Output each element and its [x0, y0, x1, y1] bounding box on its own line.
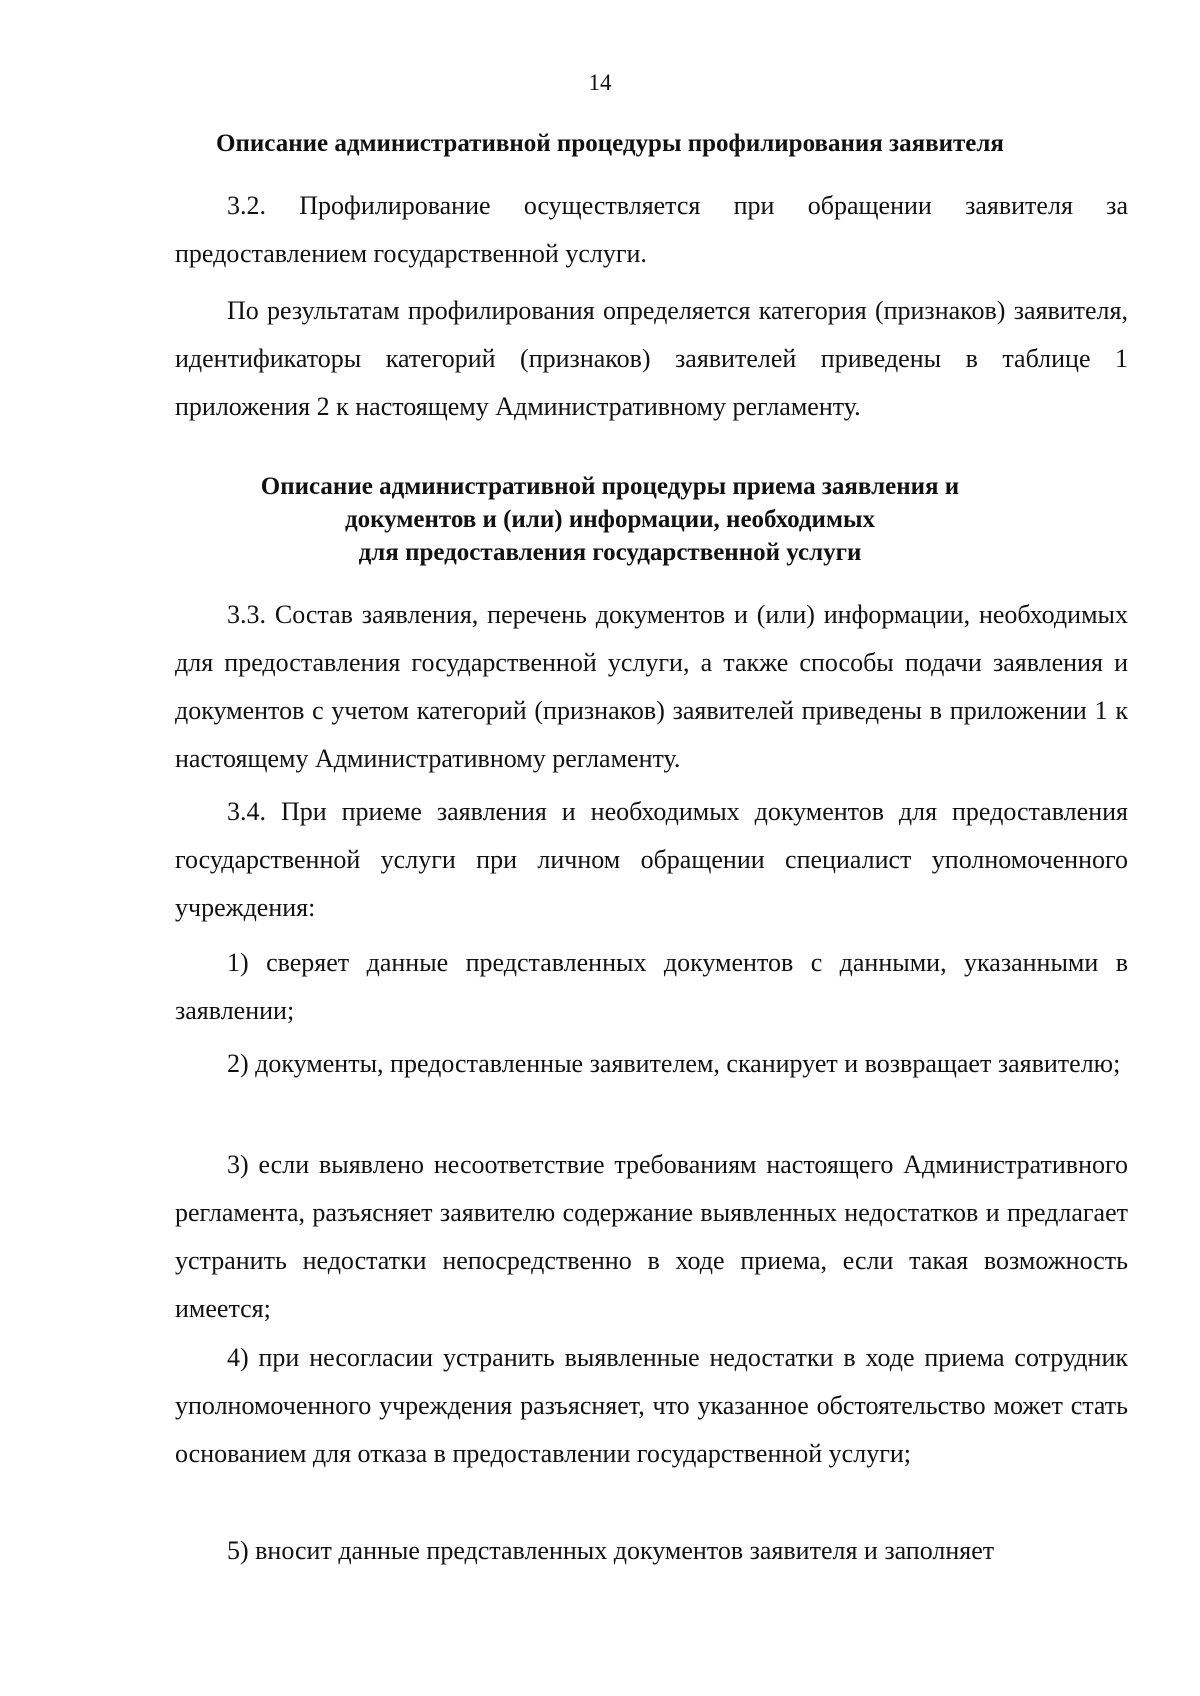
list-item-1: 1) сверяет данные представленных документов с данными, указанными в заявлении;: [175, 948, 1128, 1025]
list-item-2: 2) документы, предоставленные заявителем, сканирует и возвращает заявителю;: [227, 1049, 1121, 1078]
list-item-5: 5) вносит данные представленных документов заявителя и заполняет: [227, 1536, 995, 1565]
section-heading-profiling: [160, 127, 1060, 160]
page-number: 14: [588, 70, 612, 95]
paragraph-3-4: 3.4. При приеме заявления и необходимых документов для предоставления государственной услуги при личном обращении специалист уполномоченного учреждения:: [175, 797, 1128, 922]
list-item-4: 4) при несогласии устранить выявленные недостатки в ходе приема сотрудник уполномоченного учреждения разъясняет, что указанное обстоятельство может стать основанием для отказа в предоставлении государственной услуги;: [175, 1343, 1128, 1468]
heading-line: Описание административной процедуры приема заявления и: [260, 473, 960, 500]
heading-line: документов и (или) информации, необходимых: [344, 506, 876, 533]
list-item-3: 3) если выявлено несоответствие требованиям настоящего Административного регламента, разъясняет заявителю содержание выявленных недостатков и предлагает устранить недостатки непосредственно в ходе приема, если такая возможность имеется;: [175, 1150, 1128, 1323]
paragraph-3-2: 3.2. Профилирование осуществляется при обращении заявителя за предоставлением государственной услуги.: [175, 191, 1128, 268]
heading-line: Описание административной процедуры профилирования заявителя: [216, 130, 1004, 157]
section-heading-application-intake: [160, 470, 1060, 569]
paragraph-3-3: 3.3. Состав заявления, перечень документов и (или) информации, необходимых для предоставления государственной услуги, а также способы подачи заявления и документов с учетом категорий (признаков) заявителей приведены в приложении 1 к настоящему Административному регламенту.: [175, 600, 1128, 773]
paragraph-profiling-results: По результатам профилирования определяется категория (признаков) заявителя, идентификаторы категорий (признаков) заявителей приведены в таблице 1 приложения 2 к настоящему Административному регламенту.: [175, 296, 1128, 421]
heading-line: для предоставления государственной услуги: [358, 539, 862, 566]
